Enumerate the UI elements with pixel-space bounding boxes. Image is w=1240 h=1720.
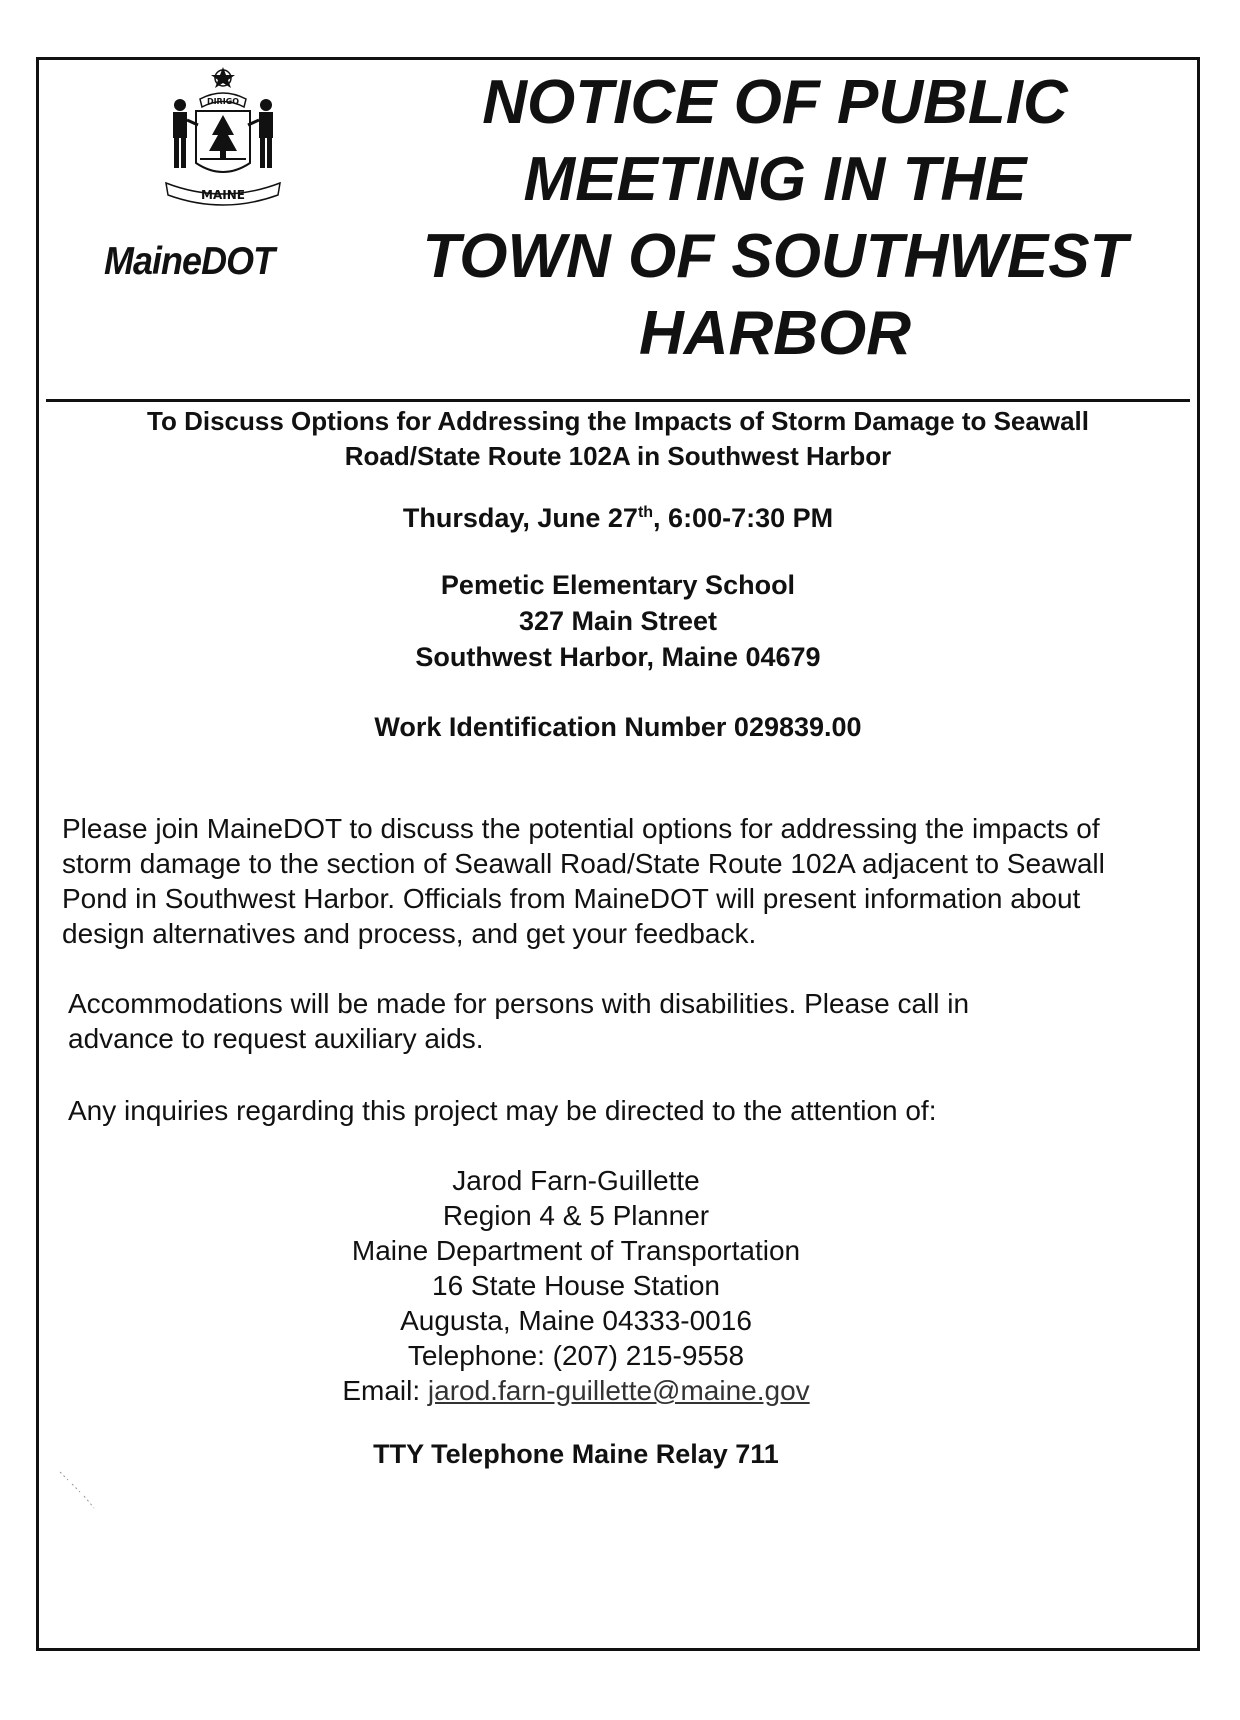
intro-paragraph xyxy=(62,811,1192,951)
intro-line-1: Please join MaineDOT to discuss the potential options for addressing the impacts of xyxy=(62,813,1100,844)
intro-line-4: design alternatives and process, and get your feedback. xyxy=(62,918,757,949)
meeting-date xyxy=(40,503,1196,534)
meeting-subtitle xyxy=(40,404,1196,474)
header-divider xyxy=(46,399,1190,402)
meeting-venue xyxy=(40,567,1196,675)
accommodations-line-2: advance to request auxiliary aids. xyxy=(68,1023,484,1054)
contact-name: Jarod Farn-Guillette xyxy=(452,1165,700,1196)
contact-email-row xyxy=(6,1373,1146,1408)
inquiries-paragraph: Any inquiries regarding this project may be directed to the attention of: xyxy=(68,1095,937,1126)
contact-org: Maine Department of Transportation xyxy=(351,1235,801,1266)
date-suffix: th xyxy=(637,504,654,521)
date-time: , 6:00-7:30 PM xyxy=(653,503,834,533)
title-line-1: NOTICE OF PUBLIC xyxy=(482,68,1068,137)
email-link[interactable]: jarod.farn-guillette@maine.gov xyxy=(427,1375,810,1406)
subtitle-line-1: To Discuss Options for Addressing the Impacts of Storm Damage to Seawall xyxy=(147,406,1089,436)
title-line-4: HARBOR xyxy=(638,299,912,368)
venue-name: Pemetic Elementary School xyxy=(440,570,796,600)
email-label: Email: xyxy=(342,1375,428,1406)
title-line-3: TOWN OF SOUTHWEST xyxy=(422,222,1128,291)
intro-line-2: storm damage to the section of Seawall Road/State Route 102A adjacent to Seawall xyxy=(62,848,1105,879)
intro-line-3: Pond in Southwest Harbor. Officials from MaineDOT will present information about xyxy=(62,883,1081,914)
venue-city: Southwest Harbor, Maine 04679 xyxy=(415,642,821,672)
scan-mark-icon xyxy=(58,1470,98,1515)
contact-role: Region 4 & 5 Planner xyxy=(442,1200,710,1231)
maine-seal-icon xyxy=(160,65,286,213)
mainedot-logo-text: MaineDOT xyxy=(104,240,275,283)
tty-relay-line: TTY Telephone Maine Relay 711 xyxy=(373,1439,779,1469)
contact-telephone: Telephone: (207) 215-9558 xyxy=(407,1340,745,1371)
svg-text:MAINE: MAINE xyxy=(201,188,245,202)
notice-title xyxy=(395,64,1155,372)
contact-address-1: 16 State House Station xyxy=(432,1270,720,1301)
accommodations-line-1: Accommodations will be made for persons with disabilities. Please call in xyxy=(68,988,970,1019)
contact-block xyxy=(6,1163,1146,1408)
subtitle-line-2: Road/State Route 102A in Southwest Harbor xyxy=(344,441,892,471)
accommodations-paragraph xyxy=(68,986,1198,1056)
date-prefix: Thursday, June 27 xyxy=(402,503,638,533)
work-identification-number: Work Identification Number 029839.00 xyxy=(374,712,862,742)
svg-text:DIRIGO: DIRIGO xyxy=(206,97,240,106)
contact-address-2: Augusta, Maine 04333-0016 xyxy=(400,1305,752,1336)
venue-street: 327 Main Street xyxy=(518,606,718,636)
title-line-2: MEETING IN THE xyxy=(523,145,1027,214)
